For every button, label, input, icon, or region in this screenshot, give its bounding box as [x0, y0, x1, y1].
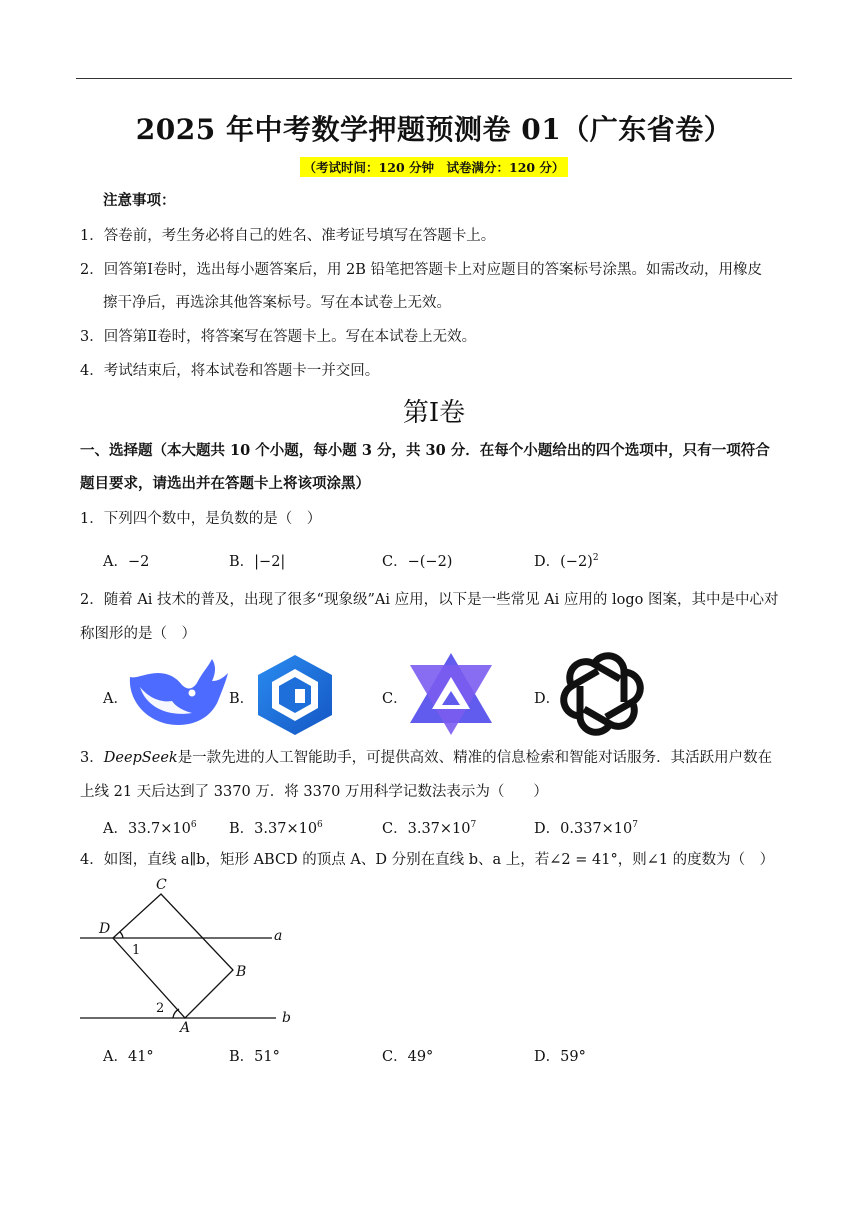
q4-c-value: 49° [407, 1049, 434, 1065]
hexagram-logo-icon [404, 651, 498, 737]
q1-b-value: |−2| [254, 554, 286, 570]
q3-option-c[interactable] [382, 817, 476, 838]
label-c: C [156, 877, 167, 893]
q4-geometry-figure [76, 874, 306, 1034]
q4-a-label: A． [103, 1049, 128, 1065]
q3-b-label: B． [229, 821, 255, 837]
whale-logo-icon [124, 655, 230, 731]
label-line-a: a [274, 928, 283, 944]
q4-d-label: D． [534, 1049, 561, 1065]
q1-option-a[interactable] [103, 550, 149, 571]
q3-c-exponent: 7 [470, 820, 477, 831]
notice-heading: 注意事项： [103, 192, 176, 209]
q4-b-value: 51° [254, 1049, 280, 1065]
q3-a-value: 33.7×10 [127, 821, 191, 837]
q2-b-label[interactable]: B． [229, 691, 255, 707]
q1-a-label: A． [103, 554, 128, 570]
q3-stem-line2: 上线 21 天后达到了 3370 万．将 3370 万用科学记数法表示为（ ） [80, 784, 548, 800]
header-rule [76, 78, 792, 79]
q4-stem: 4．如图，直线 a∥b，矩形 ABCD 的顶点 A、D 分别在直线 b、a 上，若∠2 = 41°，则∠1 的度数为（ ） [80, 852, 775, 868]
q2-a-label[interactable]: A． [103, 691, 128, 707]
q3-number: 3． [80, 750, 104, 766]
q1-option-c[interactable] [382, 550, 452, 571]
q2-stem-line2: 称图形的是（ ） [80, 626, 196, 642]
q4-b-label: B． [229, 1049, 255, 1065]
label-angle-1: 1 [132, 943, 141, 958]
notice-item-4: 4．考试结束后，将本试卷和答题卡一并交回。 [80, 363, 380, 379]
notice-item-2-cont: 擦干净后，再选涂其他答案标号。写在本试卷上无效。 [103, 295, 451, 311]
label-angle-2: 2 [156, 1001, 165, 1016]
q3-stem-line1 [80, 748, 772, 768]
exam-info [0, 157, 868, 177]
q3-option-b[interactable] [229, 817, 323, 838]
q1-c-value: −(−2) [407, 554, 453, 570]
q3-b-value: 3.37×10 [254, 821, 318, 837]
q4-c-label: C． [382, 1049, 408, 1065]
q1-b-label: B． [229, 554, 255, 570]
q2-c-label[interactable]: C． [382, 691, 408, 707]
q1-c-label: C． [382, 554, 408, 570]
notice-item-1: 1．答卷前，考生务必将自己的姓名、准考证号填写在答题卡上。 [80, 228, 496, 244]
q4-option-a[interactable] [103, 1045, 154, 1066]
notice-item-2: 2．回答第Ⅰ卷时，选出每小题答案后，用 2B 铅笔把答题卡上对应题目的答案标号涂黑。如需改动，用橡皮 [80, 262, 763, 278]
q1-d-value: (−2) [560, 554, 593, 570]
q4-option-d[interactable] [534, 1045, 586, 1066]
q3-option-d[interactable] [534, 817, 638, 838]
label-b-vertex: B [236, 964, 247, 980]
knot-logo-icon [558, 650, 646, 738]
q2-d-label[interactable]: D． [534, 691, 561, 707]
label-a-vertex: A [180, 1020, 191, 1034]
rectangle-abcd [113, 894, 233, 1018]
q1-d-exponent: 2 [592, 553, 599, 564]
cube-logo-icon [254, 653, 336, 737]
q1-a-value: −2 [127, 554, 150, 570]
q4-option-c[interactable] [382, 1045, 433, 1066]
section-heading-line1: 一、选择题（本大题共 10 个小题，每小题 3 分，共 30 分．在每个小题给出的四个选项中，只有一项符合 [80, 442, 770, 459]
section-heading-line2: 题目要求，请选出并在答题卡上将该项涂黑） [80, 475, 370, 492]
q1-d-label: D． [534, 554, 561, 570]
q4-d-value: 59° [560, 1049, 586, 1065]
q4-a-value: 41° [127, 1049, 154, 1065]
q3-c-label: C． [382, 821, 408, 837]
q1-option-d[interactable] [534, 550, 599, 571]
exam-info-text: （考试时间：120 分钟 试卷满分：120 分） [300, 157, 569, 177]
q3-a-label: A． [103, 821, 128, 837]
q3-d-label: D． [534, 821, 561, 837]
q3-d-exponent: 7 [632, 820, 638, 831]
q3-option-a[interactable] [103, 817, 197, 838]
q3-stem-rest: 是一款先进的人工智能助手，可提供高效、精准的信息检索和智能对话服务．其活跃用户数在 [177, 750, 773, 766]
q2-stem-line1: 2．随着 Ai 技术的普及，出现了很多“现象级”Ai 应用，以下是一些常见 Ai 应用的 logo 图案，其中是中心对 [80, 592, 779, 608]
label-d: D [99, 921, 111, 937]
q3-b-exponent: 6 [317, 820, 323, 831]
page-title: 2025 年中考数学押题预测卷 01（广东省卷） [135, 113, 733, 146]
q3-d-value: 0.337×10 [560, 821, 633, 837]
q3-deepseek: DeepSeek [103, 750, 178, 766]
notice-item-3: 3．回答第Ⅱ卷时，将答案写在答题卡上。写在本试卷上无效。 [80, 329, 477, 345]
q3-c-value: 3.37×10 [407, 821, 471, 837]
q1-stem: 1．下列四个数中，是负数的是（ ） [80, 511, 322, 527]
q4-option-b[interactable] [229, 1045, 280, 1066]
label-line-b: b [282, 1010, 291, 1026]
q1-option-b[interactable] [229, 550, 285, 571]
q3-a-exponent: 6 [190, 820, 197, 831]
volume-title: 第Ⅰ卷 [402, 398, 466, 428]
